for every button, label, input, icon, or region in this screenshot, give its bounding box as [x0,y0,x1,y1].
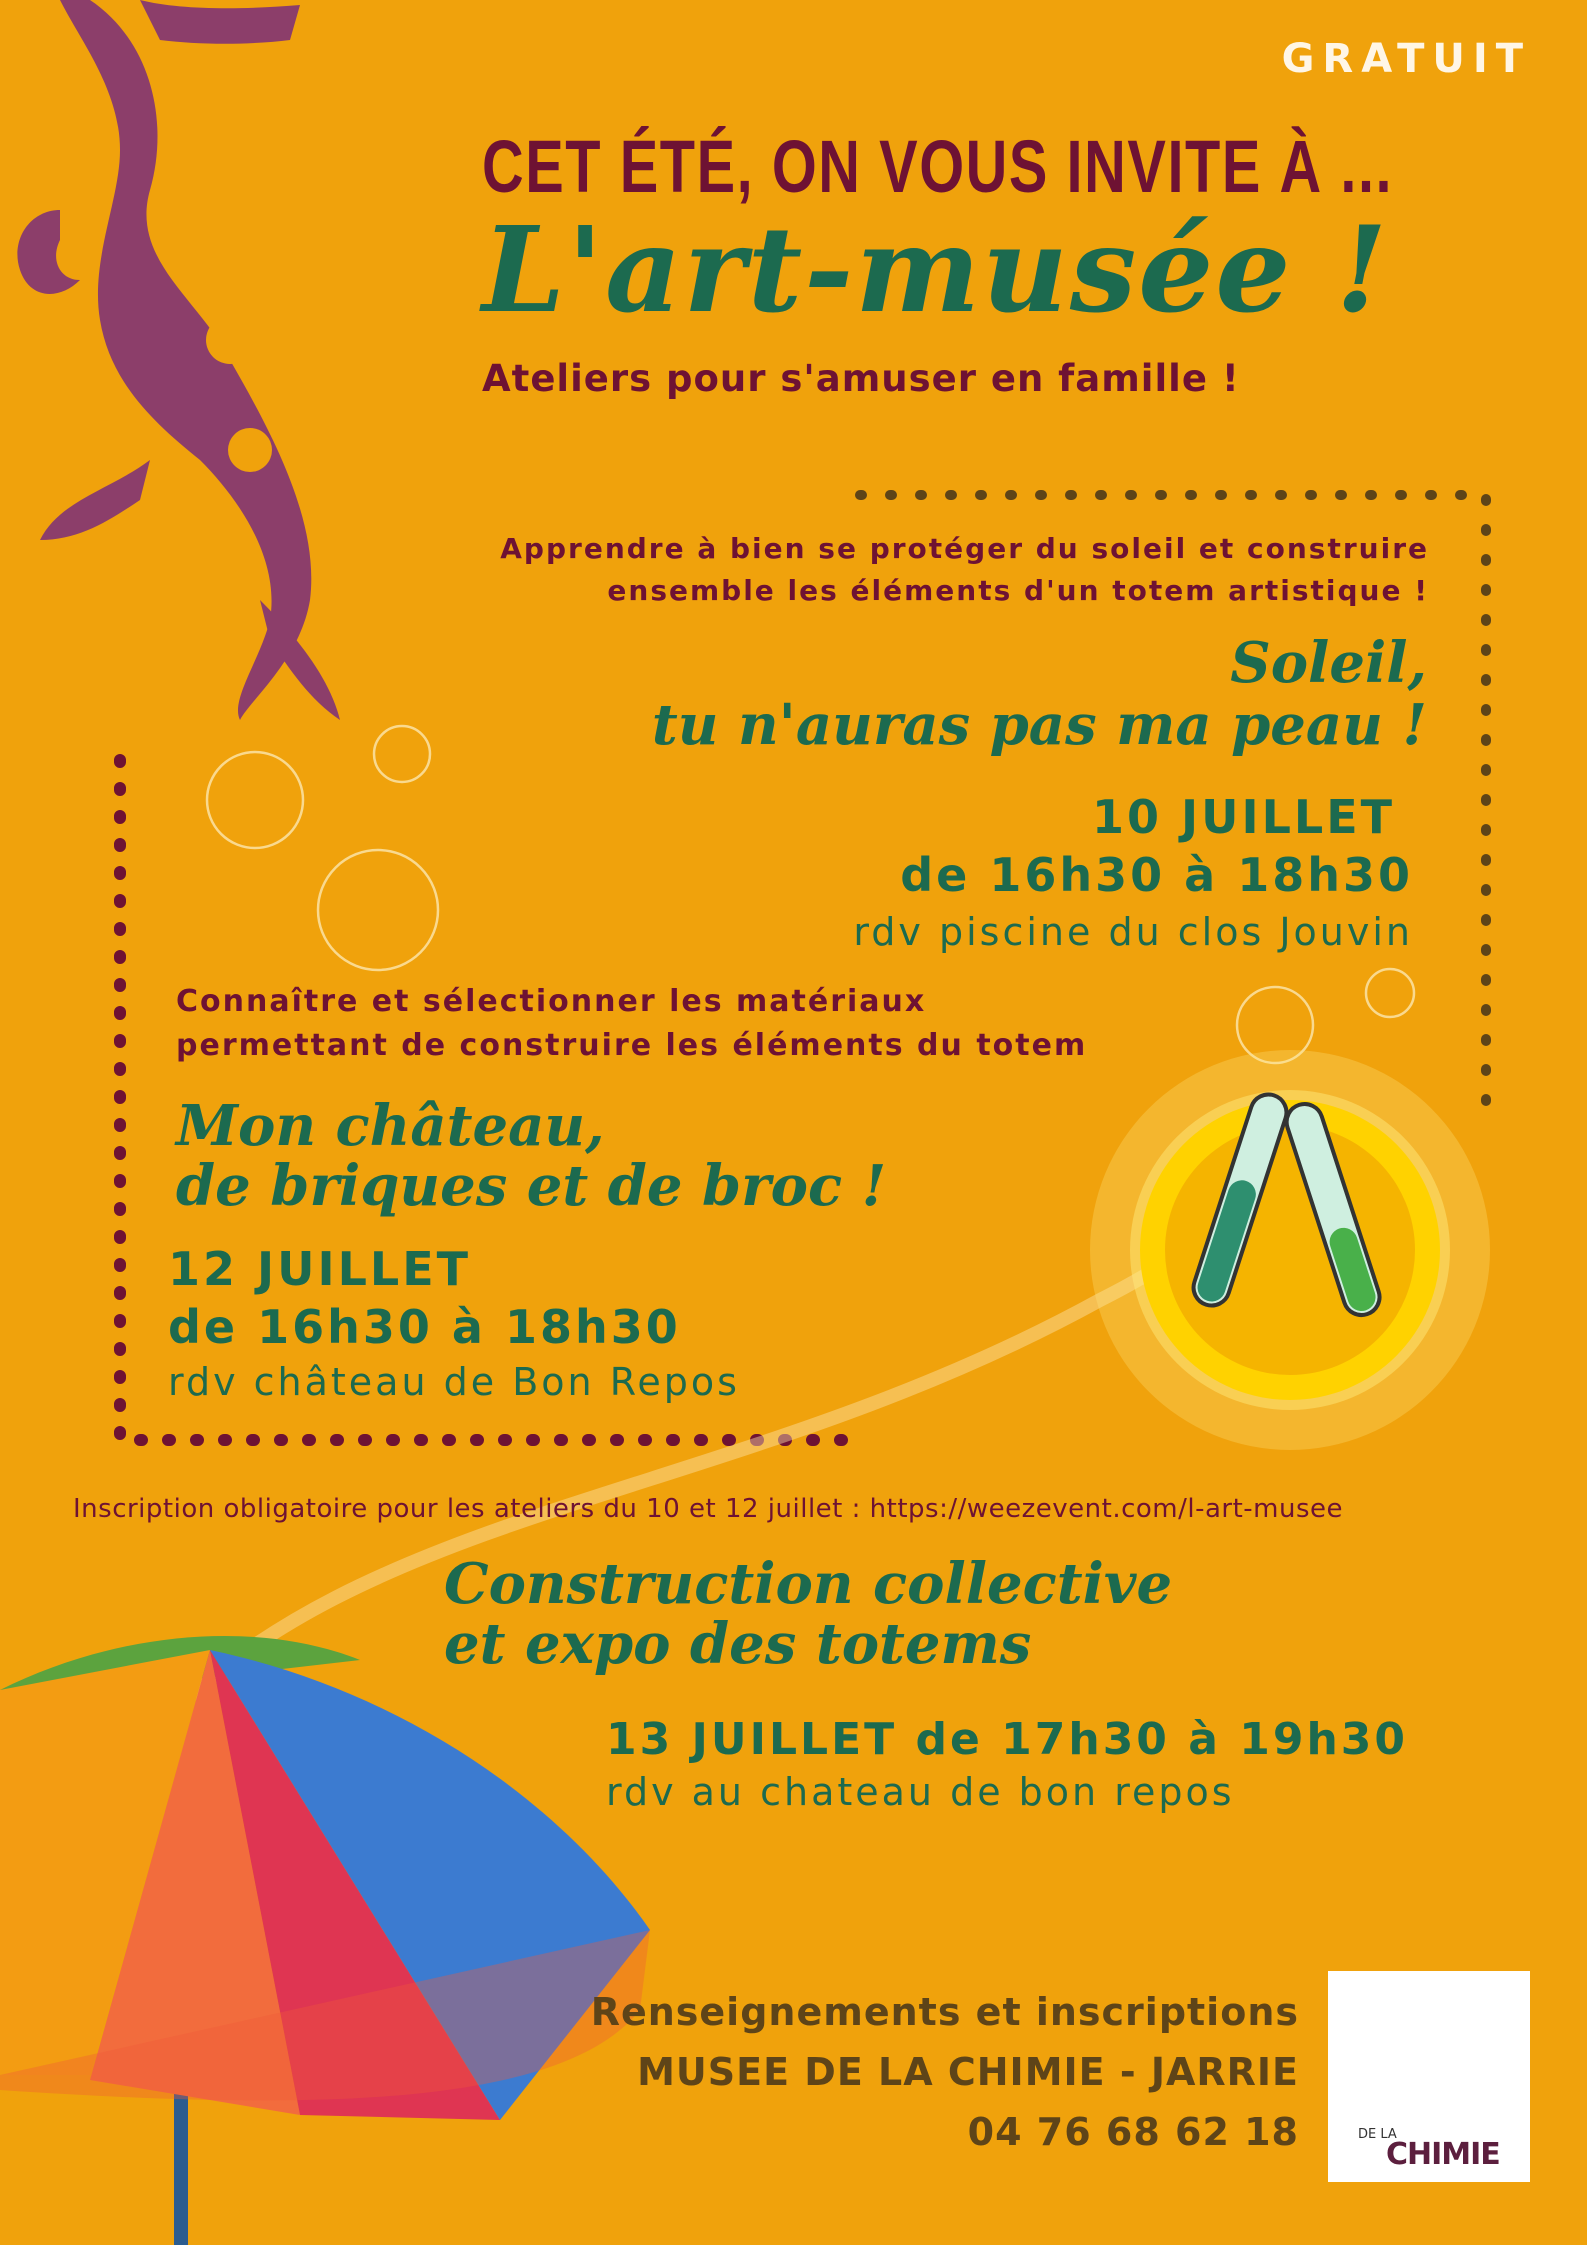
event1-time: de 16h30 à 18h30 [900,848,1413,902]
event1-description-line: ensemble les éléments d'un totem artistique ! [607,574,1429,607]
contact-museum: MUSEE DE LA CHIMIE - JARRIE [637,2050,1299,2094]
logo-de-la: DE LA [1358,2127,1397,2142]
contact-line: Renseignements et inscriptions [590,1990,1299,2034]
invite-heading: CET ÉTÉ, ON VOUS INVITE À ... [482,125,1394,208]
subtitle: Ateliers pour s'amuser en famille ! [482,357,1240,400]
event1-title-line: tu n'auras pas ma peau ! [651,692,1427,758]
logo-chimie: CHIMIE [1386,2137,1500,2172]
event2-title-line: de briques et de broc ! [176,1153,887,1219]
contact-block [591,1982,1299,2162]
event2-description [176,980,1087,1068]
event3-datetime: 13 JUILLET de 17h30 à 19h30 [606,1714,1409,1765]
event3-title-line: Construction collective [444,1551,1173,1617]
event3-place: rdv au chateau de bon repos [606,1770,1235,1814]
event1-title-line: Soleil, [1230,630,1427,696]
event2-place: rdv château de Bon Repos [168,1360,740,1404]
free-label: GRATUIT [1281,36,1531,82]
event2-date: 12 JUILLET [168,1242,472,1296]
contact-phone: 04 76 68 62 18 [967,2110,1299,2154]
umbrella-icon [0,1636,650,2245]
logo-musee: MUSÉE [1384,2089,1468,2117]
event1-place: rdv piscine du clos Jouvin [853,910,1413,954]
event3-title [444,1551,1173,1677]
event2-description-line: permettant de construire les éléments du totem [176,1028,1088,1063]
museum-logo [1328,1971,1530,2182]
gecko-icon [17,0,340,720]
event2-title [176,1093,887,1219]
event1-description-line: Apprendre à bien se protéger du soleil et construire [500,532,1429,565]
event2-time: de 16h30 à 18h30 [168,1300,681,1354]
registration-notice: Inscription obligatoire pour les ateliers du 10 et 12 juillet : https://weezevent.com/l-art-musee [73,1494,1344,1524]
event2-description-line: Connaître et sélectionner les matériaux [176,984,927,1019]
event1-title [652,632,1427,756]
event1-date: 10 JUILLET [1091,790,1395,844]
event3-title-line: et expo des totems [444,1611,1032,1677]
event2-title-line: Mon château, [176,1093,605,1159]
page-title: L'art-musée ! [482,200,1390,339]
event1-description [500,528,1429,612]
